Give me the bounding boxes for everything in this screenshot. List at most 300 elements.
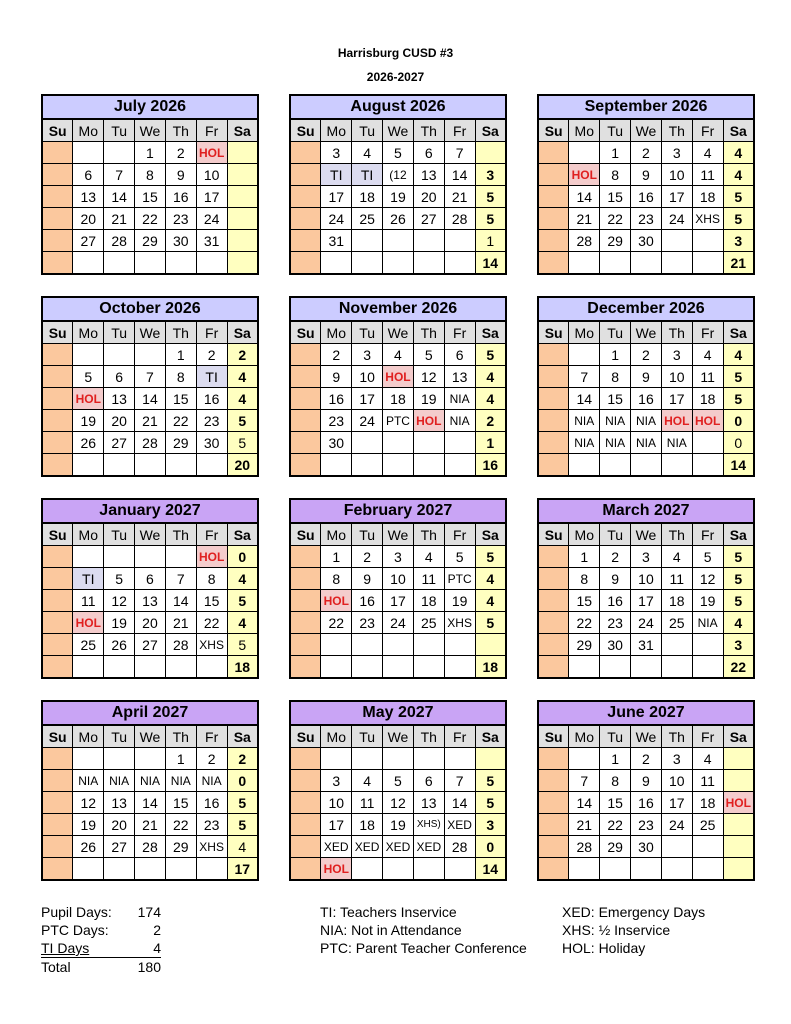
weekday-label: Su <box>538 523 569 546</box>
day-cell: 21 <box>569 814 600 836</box>
weekday-label: Su <box>290 321 321 344</box>
week-day-count: 0 <box>227 770 258 792</box>
day-cell <box>661 634 692 656</box>
week-row <box>290 230 506 252</box>
day-cell <box>104 142 135 164</box>
day-cell <box>569 344 600 366</box>
weekday-label: Tu <box>352 725 383 748</box>
month-day-total: 14 <box>723 454 754 477</box>
day-cell: 5 <box>104 568 135 590</box>
weekday-label: Mo <box>321 725 352 748</box>
month-title: February 2027 <box>289 498 507 522</box>
weekday-header-row <box>290 119 506 142</box>
day-cell: 8 <box>165 366 196 388</box>
day-cell <box>444 230 475 252</box>
week-row <box>538 568 754 590</box>
weekday-label: Sa <box>227 321 258 344</box>
day-cell: 12 <box>383 792 414 814</box>
weekday-label: Th <box>661 725 692 748</box>
weekday-header-row <box>290 321 506 344</box>
day-cell <box>42 612 73 634</box>
day-cell: 29 <box>569 634 600 656</box>
day-cell <box>196 454 227 477</box>
day-cell: 21 <box>444 186 475 208</box>
day-cell: 9 <box>321 366 352 388</box>
day-cell <box>352 656 383 679</box>
day-cell: 23 <box>196 410 227 432</box>
day-cell <box>42 656 73 679</box>
day-cell <box>104 454 135 477</box>
day-cell <box>661 656 692 679</box>
day-cell: XED <box>352 836 383 858</box>
day-cell <box>73 858 104 881</box>
day-cell <box>321 634 352 656</box>
day-cell: 23 <box>600 612 631 634</box>
day-cell <box>42 634 73 656</box>
day-cell: 3 <box>631 546 662 568</box>
day-cell: 1 <box>165 344 196 366</box>
day-cell <box>692 858 723 881</box>
day-cell <box>290 656 321 679</box>
day-cell <box>631 656 662 679</box>
day-cell: 6 <box>444 344 475 366</box>
week-day-count: 4 <box>723 164 754 186</box>
weekday-label: Fr <box>692 523 723 546</box>
day-cell: 22 <box>165 410 196 432</box>
day-cell: 25 <box>661 612 692 634</box>
day-cell: 18 <box>352 186 383 208</box>
day-cell: 14 <box>165 590 196 612</box>
day-cell: 3 <box>352 344 383 366</box>
week-day-count: 4 <box>475 366 506 388</box>
day-cell <box>290 546 321 568</box>
day-cell: 30 <box>196 432 227 454</box>
month-table <box>41 724 259 881</box>
month-title: March 2027 <box>537 498 755 522</box>
weekday-label: We <box>383 523 414 546</box>
day-cell: 4 <box>661 546 692 568</box>
month-calendar <box>537 296 755 477</box>
day-cell <box>383 858 414 881</box>
day-cell <box>73 748 104 770</box>
day-cell: 2 <box>352 546 383 568</box>
month-day-total: 21 <box>723 252 754 275</box>
day-cell: 17 <box>661 388 692 410</box>
day-cell: 17 <box>352 388 383 410</box>
day-cell <box>569 142 600 164</box>
month-table <box>537 724 755 881</box>
week-day-count: 5 <box>723 546 754 568</box>
day-cell: 4 <box>692 142 723 164</box>
week-row <box>290 164 506 186</box>
weekday-label: Mo <box>569 119 600 142</box>
week-day-count: 4 <box>227 836 258 858</box>
day-cell: 24 <box>321 208 352 230</box>
weekday-label: We <box>631 119 662 142</box>
weekday-label: Su <box>42 523 73 546</box>
day-cell <box>165 858 196 881</box>
weekday-label: Fr <box>692 321 723 344</box>
day-cell: 15 <box>135 186 166 208</box>
weekday-label: Fr <box>196 725 227 748</box>
day-cell: 6 <box>413 142 444 164</box>
week-row <box>42 186 258 208</box>
day-cell: 3 <box>661 142 692 164</box>
day-cell: 21 <box>104 208 135 230</box>
week-row <box>290 366 506 388</box>
weekday-label: Th <box>661 523 692 546</box>
weekday-label: Th <box>661 321 692 344</box>
week-day-count: 2 <box>227 748 258 770</box>
week-row <box>538 770 754 792</box>
week-row <box>42 568 258 590</box>
day-cell: 11 <box>692 366 723 388</box>
day-cell <box>42 792 73 814</box>
day-cell <box>538 366 569 388</box>
day-cell <box>569 454 600 477</box>
week-row <box>290 410 506 432</box>
weekday-label: Tu <box>104 321 135 344</box>
day-cell: 4 <box>692 344 723 366</box>
day-cell: 14 <box>135 388 166 410</box>
month-calendar <box>289 498 507 679</box>
weekday-label: Sa <box>723 523 754 546</box>
day-cell: PTC <box>444 568 475 590</box>
holiday-cell: HOL <box>321 858 352 881</box>
month-total-row <box>290 454 506 477</box>
day-cell: 12 <box>413 366 444 388</box>
holiday-cell: HOL <box>73 388 104 410</box>
day-cell: 20 <box>104 814 135 836</box>
month-total-row <box>538 656 754 679</box>
week-row <box>538 634 754 656</box>
weekday-header-row <box>290 523 506 546</box>
month-day-total: 22 <box>723 656 754 679</box>
weekday-label: Mo <box>73 523 104 546</box>
day-cell: XHS) <box>413 814 444 836</box>
month-calendar <box>537 700 755 881</box>
week-row <box>538 388 754 410</box>
week-day-count <box>723 748 754 770</box>
day-cell: 9 <box>631 366 662 388</box>
day-cell: 29 <box>165 432 196 454</box>
day-cell <box>42 230 73 252</box>
day-cell: 17 <box>631 590 662 612</box>
summary-ti-days: TI Days 4 <box>41 940 161 956</box>
holiday-cell: HOL <box>196 142 227 164</box>
week-day-count: 3 <box>475 164 506 186</box>
weekday-header-row <box>42 321 258 344</box>
weekday-label: Fr <box>196 321 227 344</box>
day-cell <box>383 454 414 477</box>
month-calendar <box>289 700 507 881</box>
week-row <box>42 590 258 612</box>
day-cell <box>569 748 600 770</box>
weekday-label: Th <box>661 119 692 142</box>
week-row <box>290 388 506 410</box>
day-cell: 27 <box>104 836 135 858</box>
day-cell <box>538 344 569 366</box>
day-cell <box>104 656 135 679</box>
day-cell: 21 <box>165 612 196 634</box>
day-cell <box>538 634 569 656</box>
month-table <box>289 522 507 679</box>
day-cell: 10 <box>631 568 662 590</box>
day-cell <box>290 164 321 186</box>
day-cell: NIA <box>165 770 196 792</box>
weekday-label: We <box>383 321 414 344</box>
day-cell: 10 <box>352 366 383 388</box>
week-row <box>42 836 258 858</box>
month-calendar <box>41 94 259 275</box>
day-cell: 8 <box>196 568 227 590</box>
day-cell <box>538 770 569 792</box>
weekday-header-row <box>42 119 258 142</box>
day-cell <box>196 858 227 881</box>
month-day-total <box>723 858 754 881</box>
day-cell: 13 <box>413 792 444 814</box>
month-total-row <box>42 252 258 275</box>
day-cell: 9 <box>631 770 662 792</box>
week-row <box>290 568 506 590</box>
day-cell <box>290 590 321 612</box>
day-cell: 24 <box>196 208 227 230</box>
week-day-count <box>227 142 258 164</box>
day-cell: TI <box>73 568 104 590</box>
day-cell <box>42 454 73 477</box>
day-cell: 23 <box>631 208 662 230</box>
day-cell: 14 <box>569 388 600 410</box>
day-cell: 20 <box>413 186 444 208</box>
day-cell: 17 <box>321 814 352 836</box>
day-cell: 26 <box>104 634 135 656</box>
weekday-label: Th <box>413 119 444 142</box>
day-cell <box>383 252 414 275</box>
week-day-count: 3 <box>723 634 754 656</box>
day-cell <box>383 748 414 770</box>
weekday-label: Sa <box>227 523 258 546</box>
month-table <box>41 522 259 679</box>
day-cell <box>321 656 352 679</box>
day-cell: 13 <box>104 792 135 814</box>
day-cell: 11 <box>692 164 723 186</box>
day-cell: 16 <box>631 792 662 814</box>
day-cell: 16 <box>631 186 662 208</box>
day-cell: TI <box>321 164 352 186</box>
day-cell <box>42 836 73 858</box>
day-cell <box>290 748 321 770</box>
week-day-count: 3 <box>475 814 506 836</box>
day-cell <box>569 656 600 679</box>
week-day-count: 5 <box>227 634 258 656</box>
week-day-count <box>723 836 754 858</box>
month-table <box>289 118 507 275</box>
day-cell: 13 <box>135 590 166 612</box>
day-cell <box>165 252 196 275</box>
day-cell: 25 <box>692 814 723 836</box>
month-day-total: 14 <box>475 252 506 275</box>
day-cell <box>538 388 569 410</box>
day-cell: 13 <box>413 164 444 186</box>
week-day-count: 4 <box>723 612 754 634</box>
day-cell <box>135 546 166 568</box>
week-row <box>42 164 258 186</box>
week-day-count: 1 <box>475 230 506 252</box>
day-cell: 1 <box>600 344 631 366</box>
day-cell: 2 <box>631 142 662 164</box>
day-cell <box>42 366 73 388</box>
week-day-count: 5 <box>723 208 754 230</box>
day-cell: 20 <box>104 410 135 432</box>
day-cell: 24 <box>661 814 692 836</box>
day-cell: 29 <box>165 836 196 858</box>
week-row <box>290 770 506 792</box>
day-cell <box>321 252 352 275</box>
day-cell <box>290 252 321 275</box>
day-cell: 3 <box>321 770 352 792</box>
week-row <box>290 432 506 454</box>
day-cell: 19 <box>383 186 414 208</box>
day-cell: NIA <box>631 432 662 454</box>
day-cell <box>661 230 692 252</box>
day-cell: 15 <box>600 388 631 410</box>
week-row <box>538 410 754 432</box>
week-day-count <box>723 770 754 792</box>
day-cell <box>290 230 321 252</box>
day-cell: 2 <box>600 546 631 568</box>
day-cell: PTC <box>383 410 414 432</box>
day-cell <box>444 252 475 275</box>
weekday-label: Su <box>290 523 321 546</box>
day-cell: 7 <box>165 568 196 590</box>
day-cell <box>569 252 600 275</box>
week-row <box>290 634 506 656</box>
month-table <box>41 320 259 477</box>
weekday-header-row <box>538 523 754 546</box>
month-table <box>289 724 507 881</box>
month-day-total: 16 <box>475 454 506 477</box>
day-cell: 15 <box>600 186 631 208</box>
week-day-count: 0 <box>227 546 258 568</box>
day-cell: NIA <box>600 410 631 432</box>
day-cell <box>413 858 444 881</box>
day-cell: 6 <box>104 366 135 388</box>
day-cell: 28 <box>444 208 475 230</box>
day-cell: 10 <box>383 568 414 590</box>
weekday-header-row <box>42 523 258 546</box>
weekday-header-row <box>42 725 258 748</box>
day-cell: 22 <box>569 612 600 634</box>
day-cell: 19 <box>444 590 475 612</box>
day-cell <box>104 858 135 881</box>
day-cell: 22 <box>196 612 227 634</box>
week-row <box>42 748 258 770</box>
day-cell <box>290 792 321 814</box>
day-cell: 30 <box>631 230 662 252</box>
day-cell <box>692 656 723 679</box>
weekday-label: Th <box>165 523 196 546</box>
week-day-count: 5 <box>227 410 258 432</box>
day-cell <box>413 432 444 454</box>
day-cell <box>538 836 569 858</box>
day-cell: NIA <box>73 770 104 792</box>
week-row <box>538 792 754 814</box>
day-cell: 11 <box>73 590 104 612</box>
day-cell: 29 <box>600 230 631 252</box>
day-cell: 30 <box>321 432 352 454</box>
week-row <box>290 814 506 836</box>
holiday-cell: HOL <box>413 410 444 432</box>
day-cell <box>290 208 321 230</box>
weekday-label: Tu <box>600 523 631 546</box>
weekday-label: Fr <box>196 119 227 142</box>
weekday-label: Fr <box>444 725 475 748</box>
week-row <box>538 814 754 836</box>
week-row <box>42 366 258 388</box>
day-cell: 3 <box>661 344 692 366</box>
day-cell <box>135 252 166 275</box>
day-cell <box>661 858 692 881</box>
day-cell <box>631 858 662 881</box>
day-cell <box>321 748 352 770</box>
day-cell: 9 <box>631 164 662 186</box>
day-cell <box>444 432 475 454</box>
month-day-total: 14 <box>475 858 506 881</box>
week-row <box>538 546 754 568</box>
legend-xed: XED: Emergency Days <box>562 904 706 920</box>
legend-ti: TI: Teachers Inservice <box>320 904 457 920</box>
day-cell: 12 <box>104 590 135 612</box>
month-total-row <box>538 252 754 275</box>
day-cell: 30 <box>165 230 196 252</box>
day-cell <box>538 432 569 454</box>
weekday-label: Su <box>538 321 569 344</box>
weekday-label: Mo <box>569 725 600 748</box>
day-cell: 2 <box>196 748 227 770</box>
day-cell: XED <box>413 836 444 858</box>
day-cell: XED <box>444 814 475 836</box>
day-cell: NIA <box>569 432 600 454</box>
day-cell <box>383 656 414 679</box>
week-day-count: 1 <box>475 432 506 454</box>
summary-ptc-days: PTC Days: 2 <box>41 922 161 938</box>
weekday-label: Sa <box>475 725 506 748</box>
month-total-row <box>290 252 506 275</box>
day-cell: 24 <box>661 208 692 230</box>
day-cell: 18 <box>413 590 444 612</box>
week-row <box>42 230 258 252</box>
month-day-total: 18 <box>475 656 506 679</box>
day-cell: 3 <box>661 748 692 770</box>
weekday-label: Tu <box>600 725 631 748</box>
week-day-count <box>475 748 506 770</box>
school-year: 2026-2027 <box>366 70 425 84</box>
day-cell <box>42 858 73 881</box>
day-cell: 23 <box>321 410 352 432</box>
day-cell: 19 <box>413 388 444 410</box>
week-day-count <box>475 142 506 164</box>
day-cell <box>383 634 414 656</box>
day-cell: 4 <box>692 748 723 770</box>
day-cell: NIA <box>661 432 692 454</box>
weekday-label: Tu <box>104 725 135 748</box>
day-cell: NIA <box>569 410 600 432</box>
day-cell: 6 <box>413 770 444 792</box>
week-day-count: 5 <box>475 770 506 792</box>
week-row <box>42 770 258 792</box>
day-cell: 5 <box>413 344 444 366</box>
day-cell <box>290 388 321 410</box>
